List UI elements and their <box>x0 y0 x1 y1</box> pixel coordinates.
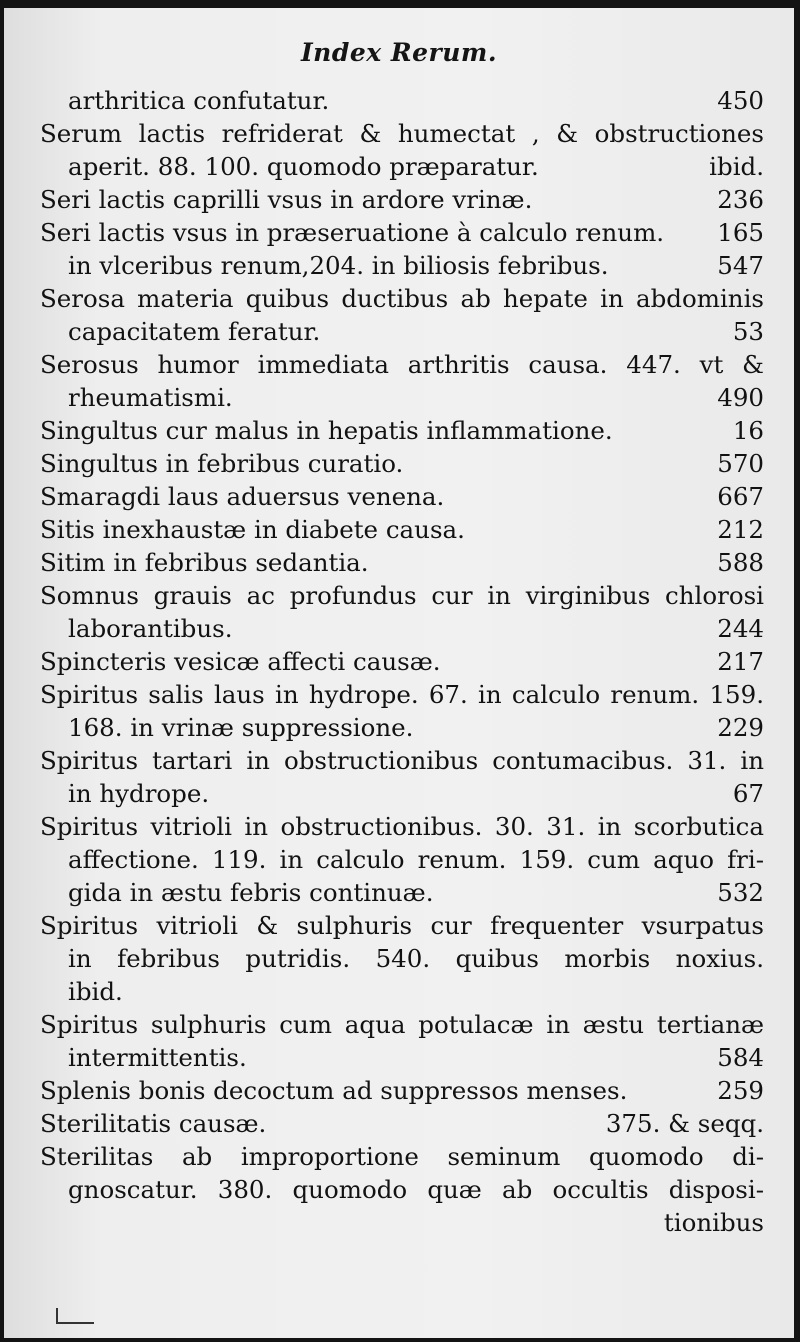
page-reference: 244 <box>717 614 764 643</box>
page-reference: 67 <box>732 779 764 808</box>
index-entries <box>40 84 764 1239</box>
page-reference: 259 <box>717 1076 764 1105</box>
page-reference: 53 <box>732 317 764 346</box>
entry-text: Spincteris vesicæ affecti causæ. <box>40 647 441 676</box>
page-reference: 490 <box>717 383 764 412</box>
index-line <box>40 777 764 810</box>
index-line <box>40 117 764 150</box>
entry-text: in febribus putridis. 540. quibus morbis noxius. <box>68 944 764 973</box>
index-line <box>40 1140 764 1173</box>
entry-text: tionibus <box>663 1208 764 1237</box>
book-page <box>4 8 794 1338</box>
index-line <box>40 546 764 579</box>
index-line <box>40 84 764 117</box>
index-line <box>40 942 764 975</box>
corner-mark <box>56 1308 94 1324</box>
entry-text: ibid. <box>68 977 123 1006</box>
index-line <box>40 1041 764 1074</box>
entry-text: gnoscatur. 380. quomodo quæ ab occultis disposi- <box>68 1175 764 1204</box>
page-reference: 584 <box>717 1043 764 1072</box>
index-line <box>40 876 764 909</box>
index-line <box>40 711 764 744</box>
entry-text: Smaragdi laus aduersus venena. <box>40 482 445 511</box>
entry-text: laborantibus. <box>68 614 233 643</box>
index-line <box>40 513 764 546</box>
index-line <box>40 909 764 942</box>
entry-text: Serosus humor immediata arthritis causa. 447. vt & <box>40 350 764 379</box>
index-line <box>40 348 764 381</box>
entry-text: rheumatismi. <box>68 383 233 412</box>
page-reference: 547 <box>717 251 764 280</box>
index-line <box>40 579 764 612</box>
index-line <box>40 1173 764 1206</box>
page-reference: 236 <box>717 185 764 214</box>
entry-text: capacitatem feratur. <box>68 317 321 346</box>
page-reference: 165 <box>717 218 764 247</box>
page-reference: 450 <box>717 86 764 115</box>
index-line <box>40 480 764 513</box>
index-line <box>40 216 764 249</box>
entry-text: Serosa materia quibus ductibus ab hepate in abdominis <box>40 284 764 313</box>
index-line <box>40 612 764 645</box>
entry-text: Sterilitatis causæ. <box>40 1109 267 1138</box>
entry-text: arthritica confutatur. <box>68 86 330 115</box>
entry-text: Singultus cur malus in hepatis inflammatione. <box>40 416 613 445</box>
index-line <box>40 447 764 480</box>
page-reference: 212 <box>717 515 764 544</box>
index-line <box>40 414 764 447</box>
entry-text: Serum lactis refriderat & humectat , & obstructiones <box>40 119 764 148</box>
page-reference: 570 <box>717 449 764 478</box>
entry-text: gida in æstu febris continuæ. <box>68 878 434 907</box>
entry-text: intermittentis. <box>68 1043 247 1072</box>
index-line <box>40 678 764 711</box>
entry-text: Singultus in febribus curatio. <box>40 449 404 478</box>
page-reference: ibid. <box>709 152 764 181</box>
entry-text: Spiritus sulphuris cum aqua potulacæ in æstu tertianæ <box>40 1010 764 1039</box>
entry-text: Sitis inexhaustæ in diabete causa. <box>40 515 465 544</box>
index-line <box>40 810 764 843</box>
entry-text: Spiritus salis laus in hydrope. 67. in calculo renum. 159. <box>40 680 764 709</box>
entry-text: Sitim in febribus sedantia. <box>40 548 369 577</box>
index-line <box>40 183 764 216</box>
index-line <box>40 150 764 183</box>
running-head: Index Rerum. <box>300 38 498 67</box>
index-line <box>40 843 764 876</box>
entry-text: Somnus grauis ac profundus cur in virginibus chlorosi <box>40 581 764 610</box>
page-reference: 229 <box>717 713 764 742</box>
entry-text: 168. in vrinæ suppressione. <box>68 713 414 742</box>
index-line <box>40 249 764 282</box>
entry-text: Spiritus tartari in obstructionibus contumacibus. 31. in <box>40 746 764 775</box>
index-line <box>40 381 764 414</box>
entry-text: in hydrope. <box>68 779 210 808</box>
page-reference: 217 <box>717 647 764 676</box>
index-line <box>40 1074 764 1107</box>
index-line <box>40 744 764 777</box>
entry-text: Seri lactis caprilli vsus in ardore vrinæ. <box>40 185 533 214</box>
entry-text: Splenis bonis decoctum ad suppressos menses. <box>40 1076 628 1105</box>
index-line <box>40 975 764 1008</box>
index-line <box>40 282 764 315</box>
entry-text: in vlceribus renum,204. in biliosis febribus. <box>68 251 609 280</box>
index-line <box>40 645 764 678</box>
page-reference: 532 <box>717 878 764 907</box>
entry-text: Spiritus vitrioli & sulphuris cur frequenter vsurpatus <box>40 911 764 940</box>
page-reference: 375. & seqq. <box>605 1109 764 1138</box>
page-reference: 588 <box>717 548 764 577</box>
entry-text: aperit. 88. 100. quomodo præparatur. <box>68 152 539 181</box>
index-line <box>40 1206 764 1239</box>
page-reference: 667 <box>717 482 764 511</box>
index-line <box>40 1008 764 1041</box>
entry-text: Spiritus vitrioli in obstructionibus. 30. 31. in scorbutica <box>40 812 764 841</box>
page-reference: 16 <box>732 416 764 445</box>
entry-text: affectione. 119. in calculo renum. 159. cum aquo fri- <box>68 845 764 874</box>
entry-text: Sterilitas ab improportione seminum quomodo di- <box>40 1142 764 1171</box>
index-line <box>40 1107 764 1140</box>
index-line <box>40 315 764 348</box>
entry-text: Seri lactis vsus in præseruatione à calculo renum. <box>40 218 665 247</box>
